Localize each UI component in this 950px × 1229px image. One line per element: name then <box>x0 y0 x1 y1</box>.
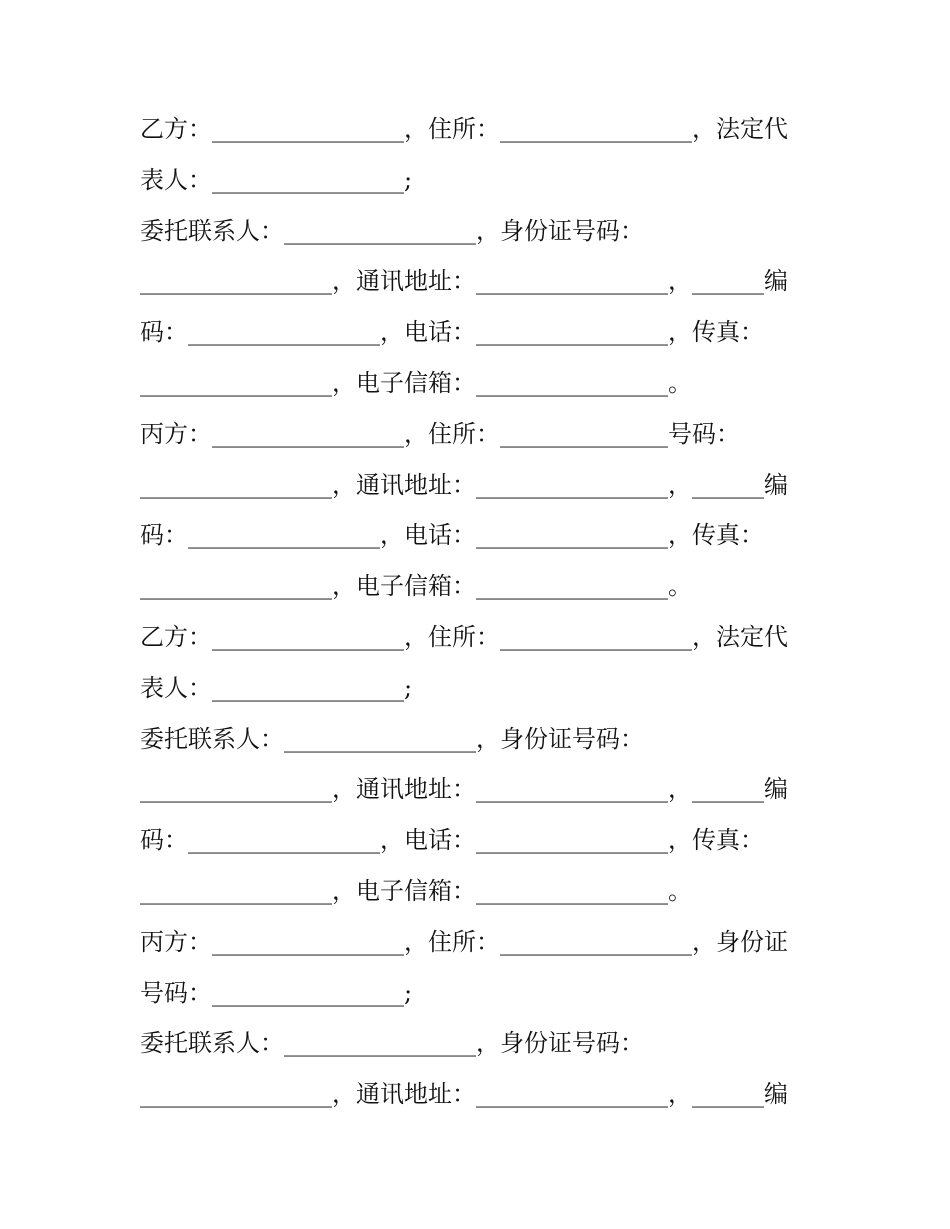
text-line: 委托联系人：________________，身份证号码： <box>140 1029 644 1058</box>
text-line: 表人：________________; <box>140 165 413 194</box>
text-line: ________________，电子信箱：________________。 <box>140 368 692 397</box>
text-line: ________________，通讯地址：________________，______编 <box>140 470 788 499</box>
text-line: 号码：________________; <box>140 978 413 1007</box>
text-line: 码：________________，电话：________________，传真： <box>140 521 764 550</box>
text-line: ________________，通讯地址：________________，______编 <box>140 1080 788 1109</box>
text-line: 委托联系人：________________，身份证号码： <box>140 724 644 753</box>
text-line: 委托联系人：________________，身份证号码： <box>140 216 644 245</box>
text-line: ________________，通讯地址：________________，______编 <box>140 267 788 296</box>
text-line: 码：________________，电话：________________，传真： <box>140 318 764 347</box>
text-line: 丙方：________________，住所：______________号码： <box>140 419 740 448</box>
text-line: ________________，电子信箱：________________。 <box>140 572 692 601</box>
text-line: 乙方：________________，住所：________________，法定代 <box>140 622 788 651</box>
text-line: 丙方：________________，住所：________________，身份证 <box>140 927 788 956</box>
text-line: ________________，通讯地址：________________，______编 <box>140 775 788 804</box>
text-line: 码：________________，电话：________________，传真： <box>140 826 764 855</box>
text-line: ________________，电子信箱：________________。 <box>140 876 692 905</box>
document-body <box>140 104 820 1120</box>
text-line: 乙方：________________，住所：________________，法定代 <box>140 115 788 143</box>
text-line: 表人：________________; <box>140 673 413 702</box>
